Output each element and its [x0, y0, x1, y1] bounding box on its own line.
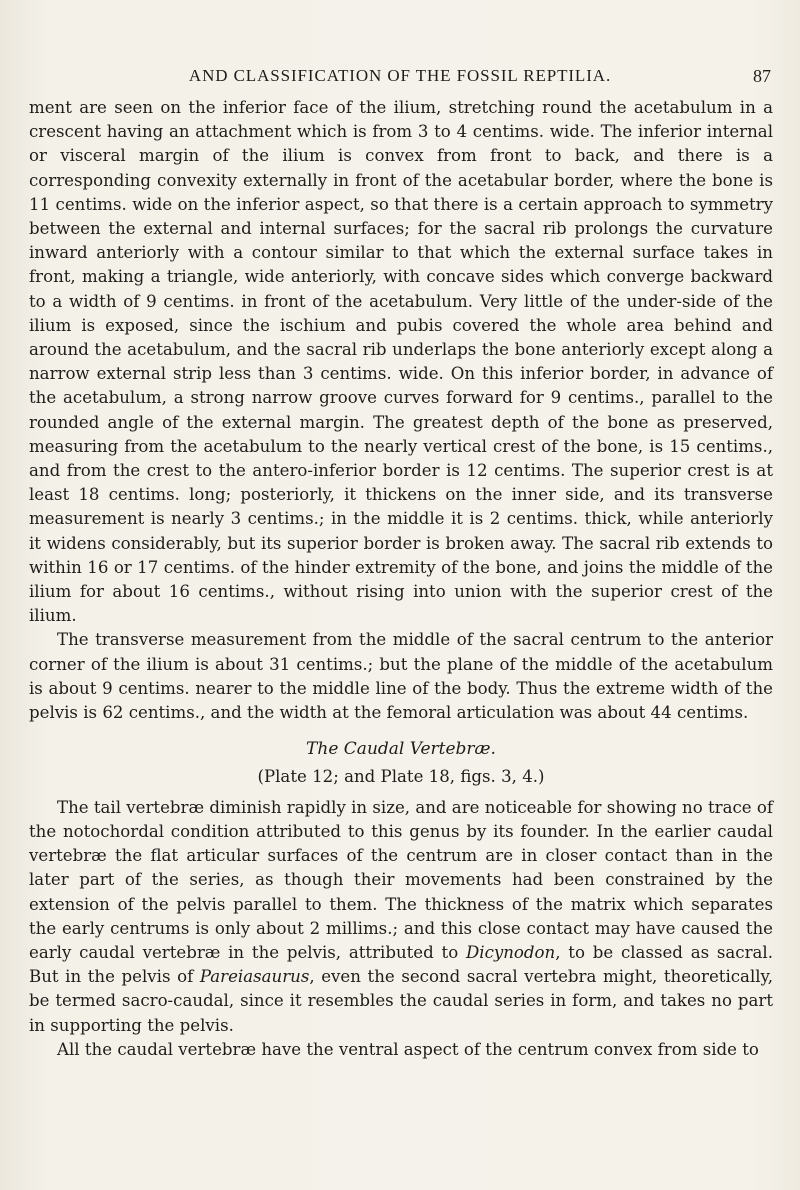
genus-name-pareiasaurus: Pareiasaurus: [199, 967, 310, 987]
paragraph-3: [29, 796, 773, 1038]
paragraph-2: The transverse measurement from the middle of the sacral centrum to the anterior corner of the ilium is about 31 centims.; but the plane of the middle of the acetabulum is about 9 centims. nearer to the middle line of the body. Thus the extreme width of the pelvis is 62 centims., and the width at the femoral articulation was about 44 centims.: [29, 630, 773, 723]
genus-name-dicynodon: Dicynodon: [465, 942, 556, 962]
running-head: [0, 66, 800, 90]
paragraph-4: All the caudal vertebræ have the ventral aspect of the centrum convex from side to: [57, 1039, 759, 1059]
paragraph-3-part-c: , even the second sacral vertebra might, theoretically, be termed sacro-caudal, since it resembles the caudal series in form, and takes no part in supporting the pelvis.: [29, 967, 774, 1035]
paragraph-3-part-a: The tail vertebræ diminish rapidly in size, and are noticeable for showing no trace of the notochordal condition attributed to this genus by its founder. In the earlier caudal vertebræ the flat articular surfaces of the centrum are in closer contact than in the later part of the series, as though their movements had been constrained by the extension of the pelvis parallel to them. The thickness of the matrix which separates the early centrums is only about 2 millims.; and this close contact may have caused the early caudal vertebræ in the pelvis, attributed to: [29, 797, 773, 962]
section-title: The Caudal Vertebræ.: [306, 739, 496, 760]
running-title: AND CLASSIFICATION OF THE FOSSIL REPTILIA.: [188, 66, 612, 85]
paragraph-3-part-b: , to be classed as sacral. But in the pelvis of: [29, 942, 773, 987]
body-text: [29, 96, 773, 1062]
page-number: 87: [753, 66, 771, 86]
paragraph-1: ment are seen on the inferior face of the ilium, stretching round the acetabulum in a crescent having an attachment which is from 3 to 4 centims. wide. The inferior internal or visceral margin of the ilium is convex from front to back, and there is a corresponding convexity externally in front of the acetabular border, where the bone is 11 centims. wide on the inferior aspect, so that there is a certain approach to symmetry between the external and internal surfaces; for the sacral rib prolongs the curvature inward anteriorly with a contour similar to that which the external surface takes in front, making a triangle, wide anteriorly, with concave sides which converge backward to a width of 9 centims. in front of the acetabulum. Very little of the under-side of the ilium is exposed, since the ischium and pubis covered the whole area behind and around the acetabulum, and the sacral rib underlaps the bone anteriorly except along a narrow external strip less than 3 centims. wide. On this inferior border, in advance of the acetabulum, a strong narrow groove curves forward for 9 centims., parallel to the rounded angle of the external margin. The greatest depth of the bone as preserved, measuring from the acetabulum to the nearly vertical crest of the bone, is 15 centims., and from the crest to the antero-inferior border is 12 centims. The superior crest is at least 18 centims. long; posteriorly, it thickens on the inner side, and its transverse measurement is nearly 3 centims.; in the middle it is 2 centims. thick, while anteriorly it widens considerably, but its superior border is broken away. The sacral rib extends to within 16 or 17 centims. of the hinder extremity of the bone, and joins the middle of the ilium for about 16 centims., without rising into union with the superior crest of the ilium.: [29, 98, 773, 626]
section-subtitle: (Plate 12; and Plate 18, figs. 3, 4.): [257, 767, 545, 787]
